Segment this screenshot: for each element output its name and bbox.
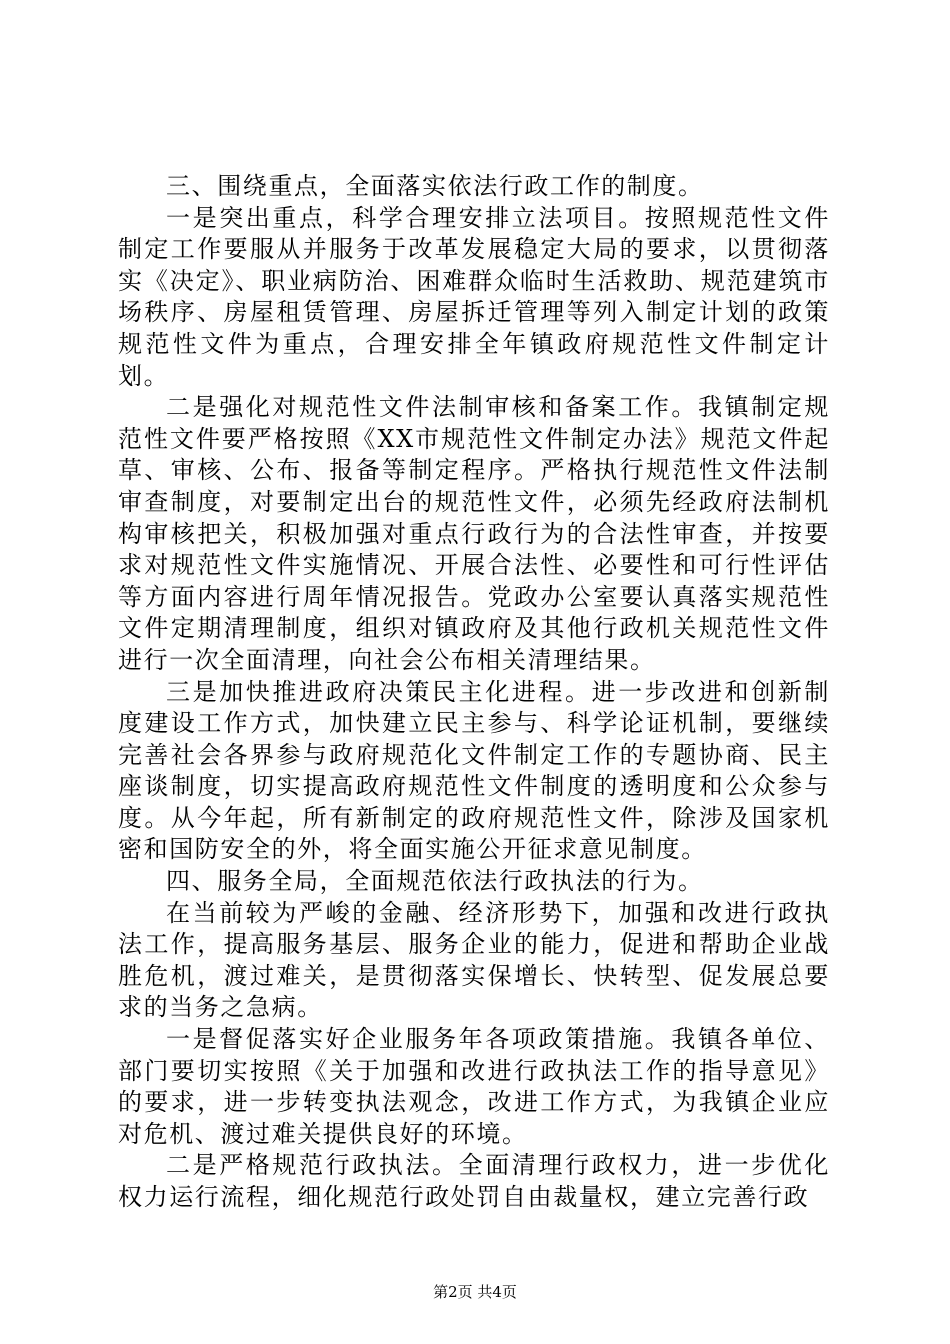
paragraph-section-four-item-two: 二是严格规范行政执法。全面清理行政权力，进一步优化权力运行流程，细化规范行政处罚自由裁量权，建立完善行政: [118, 1151, 830, 1211]
paragraph-section-four-intro: 在当前较为严峻的金融、经济形势下，加强和改进行政执法工作，提高服务基层、服务企业的能力，促进和帮助企业战胜危机，渡过难关，是贯彻落实保增长、快转型、促发展总要求的当务之急病。: [118, 898, 830, 1022]
paragraph-section-four-heading: 四、服务全局，全面规范依法行政执法的行为。: [166, 867, 704, 896]
paragraph-section-three-heading: 三、围绕重点，全面落实依法行政工作的制度。: [166, 172, 704, 200]
paragraph-item-three: 三是加快推进政府决策民主化进程。进一步改进和创新制度建设工作方式，加快建立民主参与、科学论证机制，要继续完善社会各界参与政府规范化文件制定工作的专题协商、民主座谈制度，切实提高政府规范性文件制度的透明度和公众参与度。从今年起，所有新制定的政府规范性文件，除涉及国家机密和国防安全的外，将全面实施公开征求意见制度。: [118, 677, 830, 864]
paragraph-section-four-item-one: 一是督促落实好企业服务年各项政策措施。我镇各单位、部门要切实按照《关于加强和改进行政执法工作的指导意见》的要求，进一步转变执法观念，改进工作方式，为我镇企业应对危机、渡过难关提供良好的环境。: [118, 1025, 830, 1148]
document-body: [118, 171, 830, 1214]
paragraph-item-two: 二是强化对规范性文件法制审核和备案工作。我镇制定规范性文件要严格按照《XX市规范性文件制定办法》规范文件起草、审核、公布、报备等制定程序。严格执行规范性文件法制审查制度，对要制定出台的规范性文件，必须先经政府法制机构审核把关，积极加强对重点行政行为的合法性审查，并按要求对规范性文件实施情况、开展合法性、必要性和可行性评估等方面内容进行周年情况报告。党政办公室要认真落实规范性文件定期清理制度，组织对镇政府及其他行政机关规范性文件进行一次全面清理，向社会公布相关清理结果。: [118, 393, 830, 674]
page-number-footer: 第2页 共4页: [433, 1283, 517, 1301]
paragraph-item-one: 一是突出重点，科学合理安排立法项目。按照规范性文件制定工作要服从并服务于改革发展稳定大局的要求，以贯彻落实《决定》、职业病防治、困难群众临时生活救助、规范建筑市场秩序、房屋租赁管理、房屋拆迁管理等列入制定计划的政策规范性文件为重点，合理安排全年镇政府规范性文件制定计划。: [118, 203, 830, 390]
